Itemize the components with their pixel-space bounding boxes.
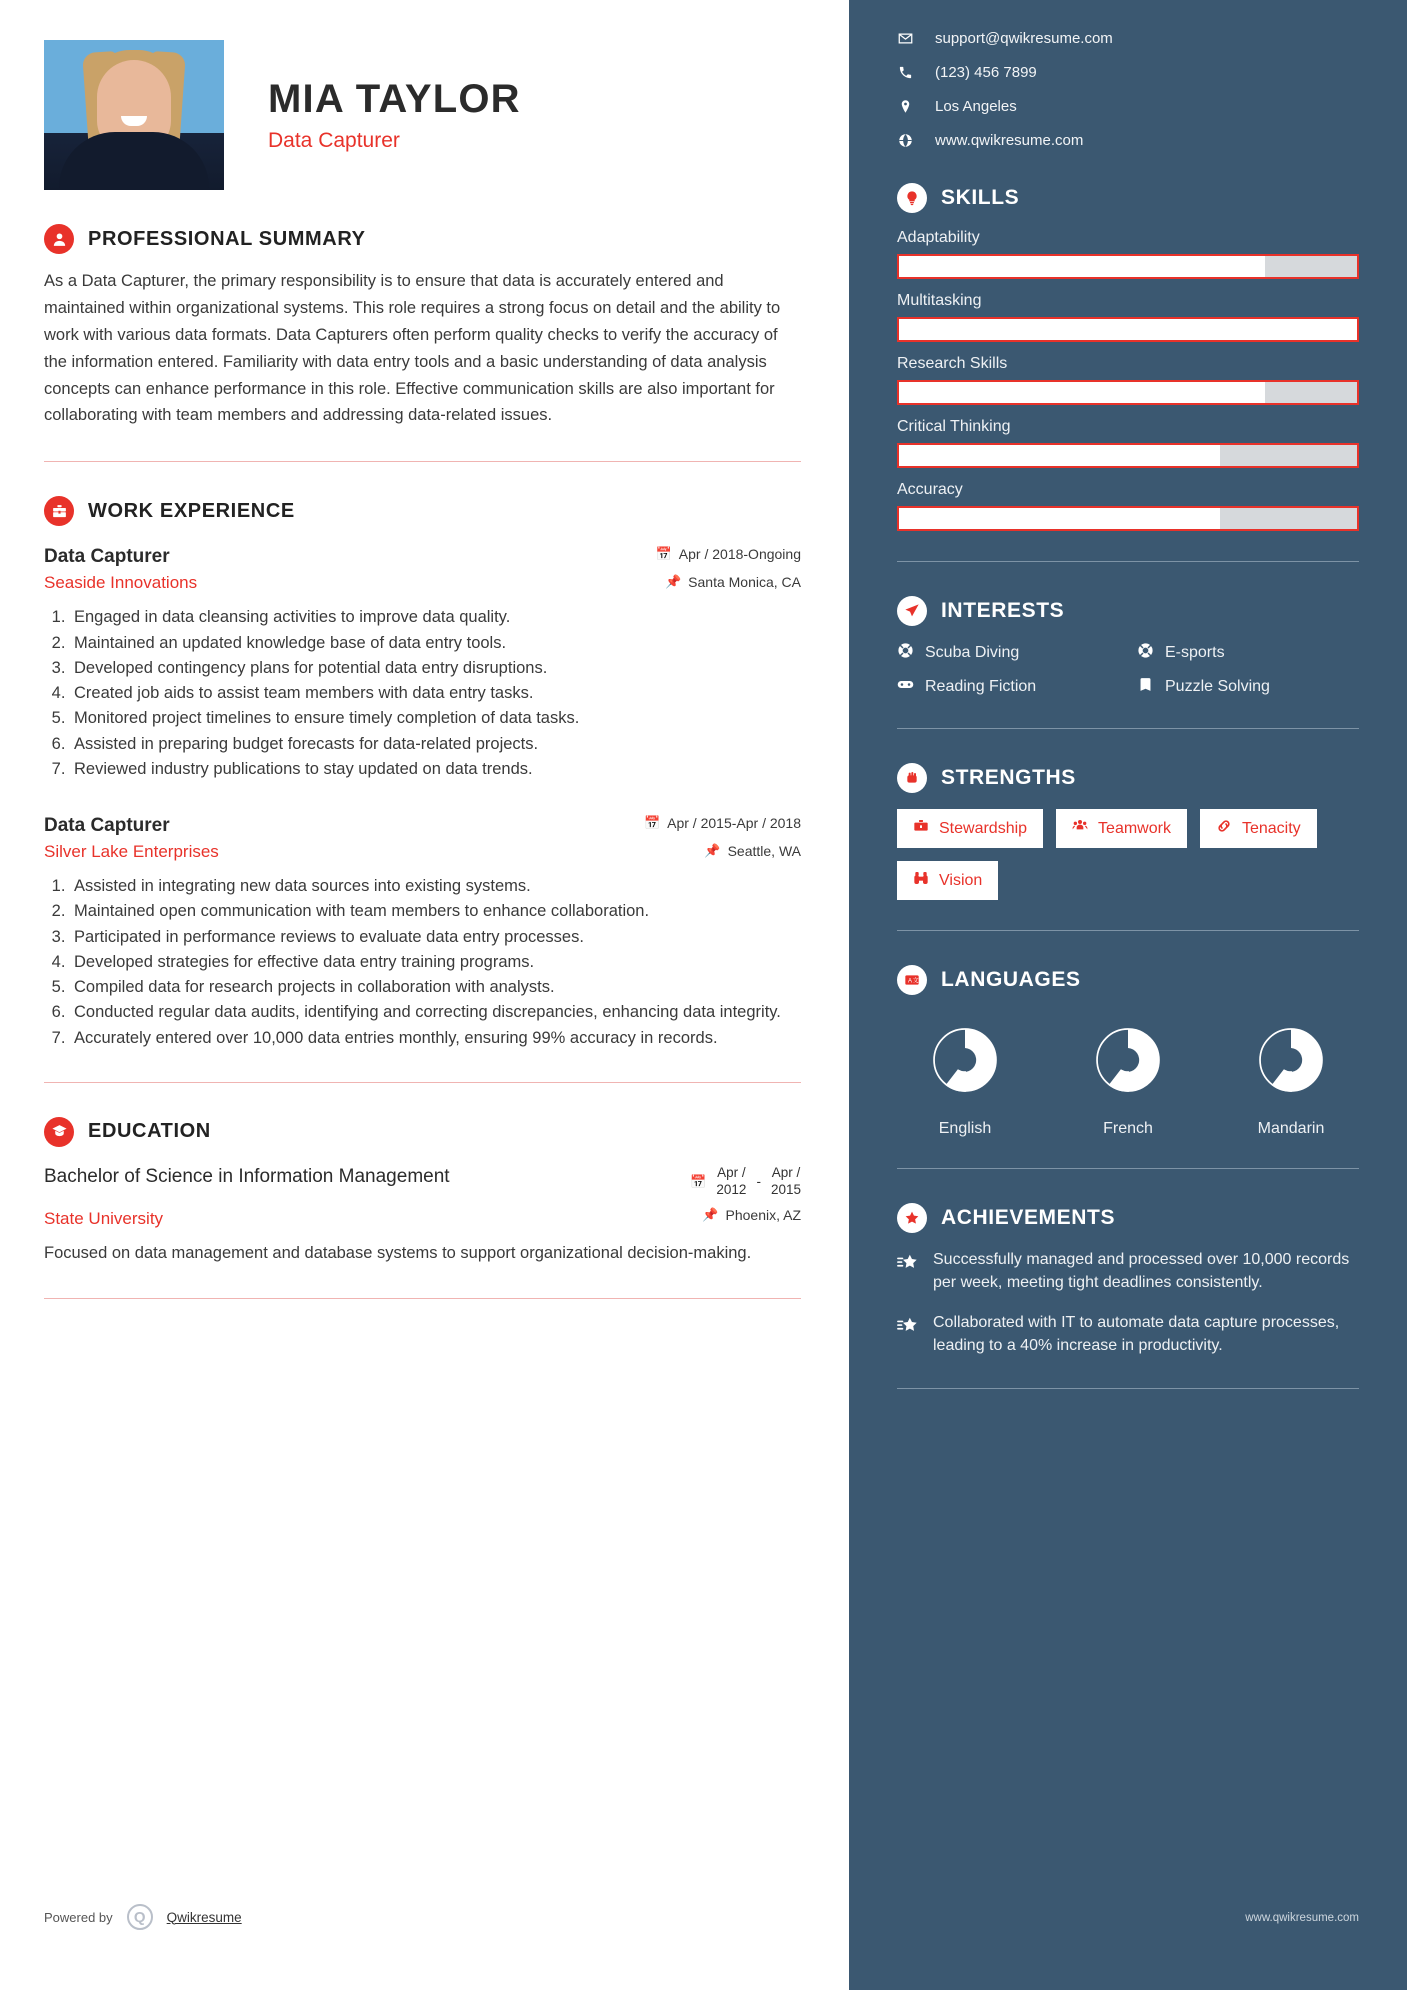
work-location [665, 574, 801, 590]
skill-label: Accuracy [897, 481, 963, 498]
star-badge-icon [897, 1203, 927, 1233]
languages-list [897, 1011, 1359, 1138]
achievement-text: Collaborated with IT to automate data capture processes, leading to a 40% increase in productivity. [933, 1314, 1340, 1355]
section-title: LANGUAGES [941, 968, 1081, 991]
contact-website[interactable] [897, 132, 1359, 149]
strength-chip[interactable] [897, 809, 1043, 848]
language-label: English [938, 1120, 992, 1137]
skill-bar [897, 506, 1359, 531]
interest-label: Scuba Diving [925, 644, 1020, 661]
pin-icon: 📌 [704, 843, 721, 859]
job-role: Data Capturer [268, 129, 400, 152]
section-education [44, 1117, 801, 1266]
education-end-date [771, 1165, 801, 1199]
education-description: Focused on data management and database systems to support organizational decision-making. [44, 1243, 752, 1262]
language-item [1068, 1017, 1188, 1138]
language-item [905, 1017, 1025, 1138]
achievement-item [897, 1312, 1359, 1357]
calendar-icon: 📅 [643, 815, 661, 831]
fist-icon [897, 763, 927, 793]
languages-heading [897, 965, 1359, 995]
summary-heading [44, 224, 801, 254]
divider [44, 1298, 801, 1299]
education-date-separator: - [756, 1174, 761, 1190]
shooting-star-icon [897, 1312, 919, 1357]
strength-chip[interactable] [1056, 809, 1187, 848]
binoculars-icon [913, 870, 929, 891]
resume-header [44, 40, 801, 190]
section-skills [897, 183, 1359, 531]
list-item: 4. Created job aids to assist team members with data entry tasks. [70, 681, 801, 705]
list-item: 5. Monitored project timelines to ensure timely completion of data tasks. [70, 706, 801, 730]
education-end-year: 2015 [770, 1181, 801, 1197]
list-item: 3. Developed contingency plans for potential data entry disruptions. [70, 656, 801, 680]
list-item: 5. Compiled data for research projects in collaboration with analysts. [70, 975, 801, 999]
skill-bar-fill [899, 319, 1357, 340]
education-subrow [44, 1201, 801, 1229]
list-item: 2. Maintained an updated knowledge base of data entry tools. [70, 631, 801, 655]
contact-email-text: support@qwikresume.com [935, 30, 1113, 47]
contact-email[interactable] [897, 30, 1359, 47]
achievement-item [897, 1249, 1359, 1294]
education-item [44, 1165, 801, 1199]
interest-item [897, 676, 1119, 698]
list-item: 1. Assisted in integrating new data sources into existing systems. [70, 874, 801, 898]
language-donut-chart [1085, 1017, 1171, 1103]
interest-label: Puzzle Solving [1165, 678, 1270, 695]
envelope-icon [897, 31, 913, 46]
skill-label: Critical Thinking [897, 418, 1011, 435]
achievements-heading [897, 1203, 1359, 1233]
powered-by-label: Powered by [44, 1909, 113, 1925]
divider [44, 461, 801, 462]
skill-label: Research Skills [897, 355, 1008, 372]
list-item: 6. Assisted in preparing budget forecasts for data-related projects. [70, 732, 801, 756]
page-title: MIA TAYLOR [268, 77, 521, 121]
interests-heading [897, 596, 1359, 626]
strength-label: Tenacity [1241, 819, 1301, 837]
divider [897, 561, 1359, 562]
qwikresume-logo-icon: Q [127, 1904, 153, 1930]
user-icon [44, 224, 74, 254]
contact-phone[interactable] [897, 64, 1359, 81]
paper-plane-icon [897, 596, 927, 626]
phone-icon [897, 65, 913, 80]
interest-item [897, 642, 1119, 664]
work-item [44, 815, 801, 1050]
translate-icon [897, 965, 927, 995]
divider [897, 728, 1359, 729]
section-title: ACHIEVEMENTS [941, 1206, 1116, 1229]
education-end-month: Apr / [771, 1164, 801, 1180]
work-dates-text: Apr / 2018-Ongoing [678, 546, 801, 563]
education-degree: Bachelor of Science in Information Management [44, 1165, 450, 1187]
skill-bar-fill [899, 445, 1220, 466]
footer-branding [44, 1904, 242, 1930]
strength-label: Stewardship [939, 819, 1028, 837]
list-item: 7. Reviewed industry publications to stay updated on data trends. [70, 757, 801, 781]
work-company: Silver Lake Enterprises [44, 842, 219, 862]
sidebar-footer-url: www.qwikresume.com [1245, 1912, 1359, 1924]
education-location-text: Phoenix, AZ [725, 1206, 801, 1223]
book-icon [1137, 676, 1154, 698]
section-title: EDUCATION [88, 1120, 211, 1143]
skill-row [897, 292, 1359, 342]
lifebuoy-icon [897, 642, 914, 664]
work-dates [656, 546, 801, 562]
skill-bar [897, 317, 1359, 342]
section-title: INTERESTS [941, 599, 1065, 622]
skill-bar [897, 443, 1359, 468]
divider [897, 1388, 1359, 1389]
work-location-text: Santa Monica, CA [688, 574, 801, 591]
strengths-heading [897, 763, 1359, 793]
work-company: Seaside Innovations [44, 573, 198, 593]
lightbulb-icon [897, 183, 927, 213]
language-donut-chart [922, 1017, 1008, 1103]
strength-label: Vision [939, 871, 983, 889]
list-item: 7. Accurately entered over 10,000 data entries monthly, ensuring 99% accuracy in records. [70, 1026, 801, 1050]
work-location [704, 843, 801, 859]
section-title: SKILLS [941, 186, 1020, 209]
pin-icon: 📌 [702, 1206, 719, 1222]
strength-chip[interactable] [1200, 809, 1317, 848]
interest-label: E-sports [1165, 644, 1225, 661]
work-item [44, 546, 801, 781]
contact-block [897, 30, 1359, 149]
skill-label: Adaptability [897, 229, 980, 246]
skill-bar [897, 254, 1359, 279]
people-icon [1072, 818, 1088, 839]
divider [897, 1168, 1359, 1169]
work-dates [644, 815, 801, 831]
skill-bar-fill [899, 508, 1220, 529]
contact-phone-text: (123) 456 7899 [935, 64, 1037, 81]
education-school: State University [44, 1208, 164, 1228]
achievement-text: Successfully managed and processed over 10,000 records per week, meeting tight deadlines consistently. [933, 1251, 1350, 1291]
work-duties-list [70, 874, 801, 1050]
education-heading [44, 1117, 801, 1147]
language-item [1231, 1017, 1351, 1138]
divider [897, 930, 1359, 931]
work-heading [44, 496, 801, 526]
skill-bar [897, 380, 1359, 405]
section-strengths [897, 763, 1359, 900]
summary-text: As a Data Capturer, the primary responsibility is to ensure that data is accurately entered and maintained within organizational systems. This role requires a strong focus on detail and the ability to work with various data formats. Data Capturers often perform quality checks to verify the accuracy of the information entered. Familiarity with data entry tools and a basic understanding of data analysis concepts can enhance performance in this role. Effective communication skills are also important for collaborating with team members and addressing data-related issues. [44, 272, 781, 425]
list-item: 6. Conducted regular data audits, identifying and correcting discrepancies, enhancing data integrity. [70, 1000, 801, 1024]
skill-bar-fill [899, 256, 1265, 277]
map-pin-icon [897, 99, 913, 114]
name-block [268, 77, 521, 153]
strength-label: Teamwork [1098, 819, 1171, 837]
contact-location [897, 98, 1359, 115]
section-professional-summary [44, 224, 801, 429]
skill-row [897, 418, 1359, 468]
skill-row [897, 355, 1359, 405]
work-duties-list [70, 605, 801, 781]
section-work-experience [44, 496, 801, 1050]
pin-icon: 📌 [664, 574, 682, 590]
contact-location-text: Los Angeles [935, 98, 1017, 115]
skill-row [897, 229, 1359, 279]
education-start-year: 2012 [716, 1181, 747, 1197]
interest-label: Reading Fiction [925, 678, 1037, 695]
strength-chip[interactable] [897, 861, 998, 900]
briefcase-icon [44, 496, 74, 526]
education-dates [690, 1165, 801, 1199]
link-icon [1216, 818, 1232, 839]
interests-grid [897, 642, 1359, 698]
work-title: Data Capturer [44, 546, 170, 568]
education-start-month: Apr / [717, 1164, 746, 1180]
right-sidebar [849, 0, 1407, 1990]
section-achievements [897, 1203, 1359, 1358]
education-start-date [716, 1165, 746, 1199]
strengths-list [897, 809, 1359, 900]
list-item: 4. Developed strategies for effective data entry training programs. [70, 950, 801, 974]
qwikresume-link[interactable]: Qwikresume [166, 1909, 242, 1925]
language-donut-chart [1248, 1017, 1334, 1103]
lifebuoy-icon [1137, 642, 1154, 664]
skill-bar-fill [899, 382, 1265, 403]
avatar [44, 40, 224, 190]
list-item: 1. Engaged in data cleansing activities to improve data quality. [70, 605, 801, 629]
list-item: 2. Maintained open communication with team members to enhance collaboration. [70, 899, 801, 923]
section-title: PROFESSIONAL SUMMARY [88, 227, 366, 250]
language-label: Mandarin [1257, 1120, 1325, 1137]
svg-text:文: 文 [912, 978, 919, 985]
section-interests [897, 596, 1359, 698]
list-item: 3. Participated in performance reviews to evaluate data entry processes. [70, 925, 801, 949]
svg-text:A: A [908, 978, 913, 985]
section-title: WORK EXPERIENCE [88, 499, 295, 522]
graduation-cap-icon [44, 1117, 74, 1147]
work-title: Data Capturer [44, 815, 170, 837]
shooting-star-icon [897, 1249, 919, 1294]
work-dates-text: Apr / 2015-Apr / 2018 [667, 815, 801, 832]
language-label: French [1103, 1120, 1153, 1137]
skills-heading [897, 183, 1359, 213]
skill-row [897, 481, 1359, 531]
skill-label: Multitasking [897, 292, 982, 309]
contact-website-text: www.qwikresume.com [935, 132, 1084, 149]
work-location-text: Seattle, WA [727, 843, 801, 860]
interest-item [1137, 642, 1359, 664]
section-languages [897, 965, 1359, 1138]
calendar-icon: 📅 [690, 1173, 707, 1189]
briefcase-icon [913, 818, 929, 839]
section-title: STRENGTHS [941, 766, 1076, 789]
interest-item [1137, 676, 1359, 698]
divider [44, 1082, 801, 1083]
globe-icon [897, 133, 913, 148]
gamepad-icon [897, 676, 914, 698]
calendar-icon: 📅 [655, 546, 672, 562]
education-location [702, 1207, 801, 1223]
